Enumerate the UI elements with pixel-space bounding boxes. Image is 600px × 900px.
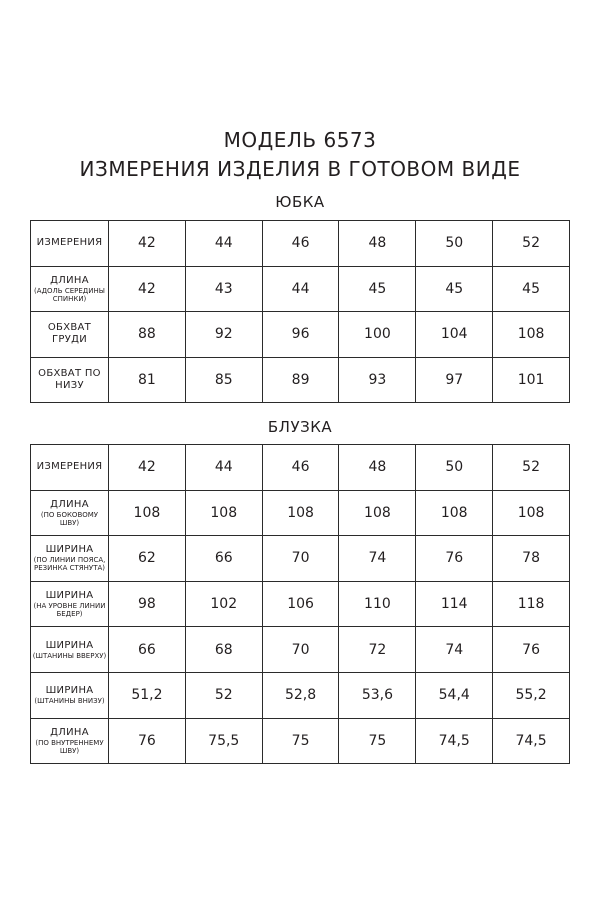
table-cell: 97 <box>416 357 493 403</box>
table-cell: 106 <box>262 581 339 627</box>
row-label-note: (АДОЛЬ СЕРЕДИНЫ СПИНКИ) <box>34 286 105 303</box>
table-cell: 44 <box>185 221 262 267</box>
skirt-size-table <box>30 220 570 403</box>
row-label: ИЗМЕРЕНИЯ <box>36 461 103 473</box>
table-cell: 46 <box>262 445 339 491</box>
table-cell: 114 <box>416 581 493 627</box>
table-cell: 50 <box>416 221 493 267</box>
table-row <box>31 357 570 403</box>
row-label-note: (ШТАНИНЫ ВВЕРХУ) <box>32 651 107 660</box>
table-row <box>31 672 570 718</box>
table-cell: 108 <box>109 490 186 536</box>
row-label: ШИРИНА <box>45 685 94 697</box>
table-cell: 76 <box>109 718 186 764</box>
table-row <box>31 445 570 491</box>
table-cell: 54,4 <box>416 672 493 718</box>
table-cell: 108 <box>339 490 416 536</box>
table-cell: 70 <box>262 627 339 673</box>
table-cell: 108 <box>416 490 493 536</box>
table-cell: 88 <box>109 312 186 358</box>
table-cell: 104 <box>416 312 493 358</box>
page-subtitle: ИЗМЕРЕНИЯ ИЗДЕЛИЯ В ГОТОВОМ ВИДЕ <box>79 157 521 181</box>
blouse-size-table <box>30 444 570 764</box>
table-cell: 93 <box>339 357 416 403</box>
table-cell: 76 <box>493 627 570 673</box>
table-cell: 76 <box>416 536 493 582</box>
row-label-note: (ПО ЛИНИИ ПОЯСА, РЕЗИНКА СТЯНУТА) <box>33 556 106 573</box>
table-cell: 74,5 <box>493 718 570 764</box>
table-cell: 53,6 <box>339 672 416 718</box>
table-row <box>31 312 570 358</box>
table-cell: 42 <box>109 221 186 267</box>
row-label-note: (ШТАНИНЫ ВНИЗУ) <box>34 697 105 706</box>
table-row <box>31 536 570 582</box>
row-label-cell <box>31 357 109 403</box>
table-cell: 52 <box>493 445 570 491</box>
row-label-note: (ПО БОКОВОМУ ШВУ) <box>40 510 99 527</box>
row-label: ДЛИНА <box>50 726 89 738</box>
row-label: ОБХВАТ ГРУДИ <box>47 322 92 346</box>
row-label-cell <box>31 266 109 312</box>
skirt-table-body <box>31 221 570 403</box>
table-cell: 52 <box>185 672 262 718</box>
table-cell: 75 <box>339 718 416 764</box>
table-row <box>31 266 570 312</box>
row-label: ДЛИНА <box>50 498 89 510</box>
table-cell: 55,2 <box>493 672 570 718</box>
row-label: ДЛИНА <box>50 274 89 286</box>
table-cell: 51,2 <box>109 672 186 718</box>
table-row <box>31 581 570 627</box>
table-cell: 74,5 <box>416 718 493 764</box>
table-cell: 118 <box>493 581 570 627</box>
table-cell: 50 <box>416 445 493 491</box>
table-cell: 72 <box>339 627 416 673</box>
row-label-cell <box>31 490 109 536</box>
row-label-cell <box>31 581 109 627</box>
blouse-table-body <box>31 445 570 764</box>
table-cell: 45 <box>493 266 570 312</box>
table-cell: 62 <box>109 536 186 582</box>
table-cell: 100 <box>339 312 416 358</box>
blouse-section-title: БЛУЗКА <box>267 418 333 436</box>
row-label: ШИРИНА <box>45 639 94 651</box>
table-cell: 108 <box>493 490 570 536</box>
table-cell: 102 <box>185 581 262 627</box>
table-cell: 75 <box>262 718 339 764</box>
table-cell: 45 <box>416 266 493 312</box>
row-label-cell <box>31 312 109 358</box>
table-cell: 68 <box>185 627 262 673</box>
row-label-cell <box>31 718 109 764</box>
row-label: ИЗМЕРЕНИЯ <box>36 237 103 249</box>
row-label-cell <box>31 221 109 267</box>
skirt-section-title: ЮБКА <box>275 193 325 211</box>
table-row <box>31 718 570 764</box>
table-cell: 108 <box>262 490 339 536</box>
table-cell: 75,5 <box>185 718 262 764</box>
table-cell: 45 <box>339 266 416 312</box>
table-cell: 101 <box>493 357 570 403</box>
table-cell: 48 <box>339 221 416 267</box>
table-row <box>31 221 570 267</box>
table-cell: 98 <box>109 581 186 627</box>
table-cell: 46 <box>262 221 339 267</box>
row-label-note: (ПО ВНУТРЕННЕМУ ШВУ) <box>35 738 104 755</box>
row-label: ОБХВАТ ПО НИЗУ <box>38 367 101 391</box>
table-cell: 89 <box>262 357 339 403</box>
row-label-cell <box>31 445 109 491</box>
table-cell: 44 <box>262 266 339 312</box>
table-cell: 70 <box>262 536 339 582</box>
table-cell: 110 <box>339 581 416 627</box>
row-label-cell <box>31 536 109 582</box>
table-row <box>31 627 570 673</box>
table-row <box>31 490 570 536</box>
table-cell: 92 <box>185 312 262 358</box>
table-cell: 43 <box>185 266 262 312</box>
table-cell: 66 <box>185 536 262 582</box>
table-cell: 66 <box>109 627 186 673</box>
table-cell: 42 <box>109 266 186 312</box>
table-cell: 108 <box>493 312 570 358</box>
table-cell: 74 <box>416 627 493 673</box>
row-label-cell <box>31 627 109 673</box>
row-label: ШИРИНА <box>45 544 94 556</box>
table-cell: 52,8 <box>262 672 339 718</box>
table-cell: 52 <box>493 221 570 267</box>
row-label-cell <box>31 672 109 718</box>
model-title: МОДЕЛЬ 6573 <box>223 128 377 152</box>
table-cell: 85 <box>185 357 262 403</box>
table-cell: 81 <box>109 357 186 403</box>
table-cell: 96 <box>262 312 339 358</box>
table-cell: 108 <box>185 490 262 536</box>
table-cell: 48 <box>339 445 416 491</box>
row-label: ШИРИНА <box>45 590 94 602</box>
table-cell: 42 <box>109 445 186 491</box>
table-cell: 78 <box>493 536 570 582</box>
row-label-note: (НА УРОВНЕ ЛИНИИ БЕДЕР) <box>33 602 106 619</box>
table-cell: 74 <box>339 536 416 582</box>
table-cell: 44 <box>185 445 262 491</box>
